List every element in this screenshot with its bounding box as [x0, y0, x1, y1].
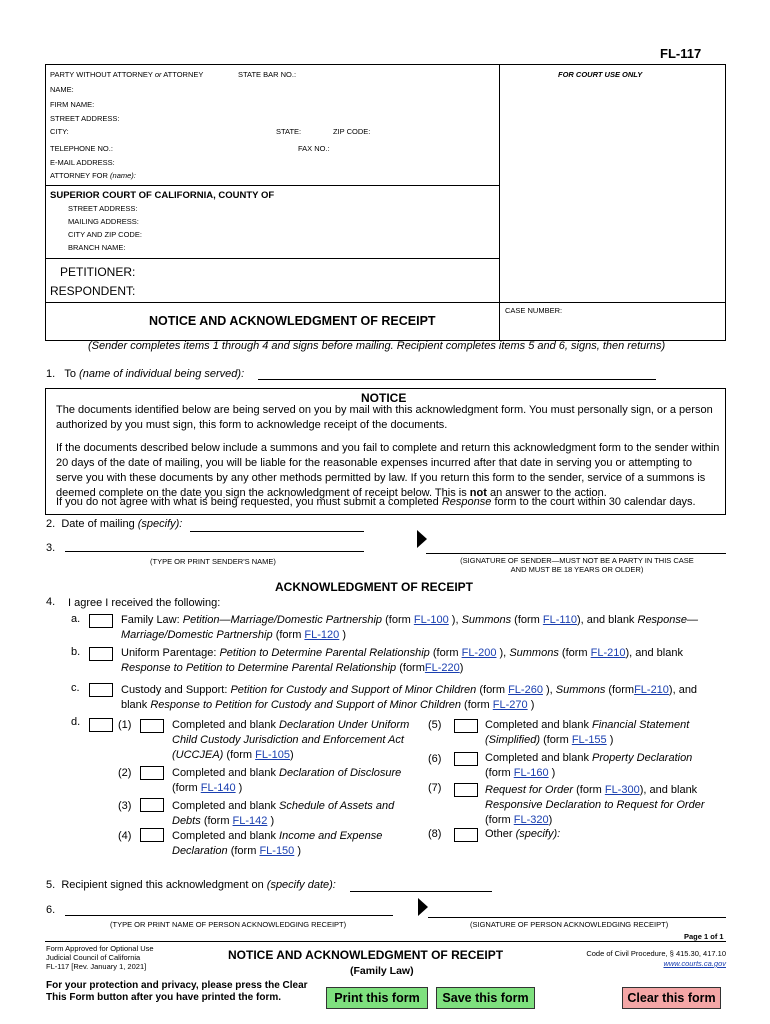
d5-num: (5) — [428, 719, 442, 731]
signature-arrow-icon — [417, 530, 427, 548]
divider-1 — [45, 185, 499, 186]
link-fl-120[interactable]: FL-120 — [304, 629, 340, 641]
link-fl-220[interactable]: FL-220 — [424, 662, 460, 674]
item2-label: 2. Date of mailing (specify): — [46, 518, 183, 530]
name-label[interactable]: NAME: — [50, 85, 74, 94]
item4c-letter: c. — [71, 682, 80, 694]
d8-checkbox[interactable] — [454, 828, 478, 842]
acknowledger-signature-caption: (SIGNATURE OF PERSON ACKNOWLEDGING RECEIPT) — [470, 920, 669, 929]
court-branch[interactable]: BRANCH NAME: — [68, 243, 126, 252]
print-button[interactable]: Print this form — [326, 987, 428, 1009]
item4b-checkbox[interactable] — [89, 647, 113, 661]
link-fl-110[interactable]: FL-110 — [542, 614, 577, 626]
link-fl-155[interactable]: FL-155 — [571, 734, 607, 746]
d6-checkbox[interactable] — [454, 752, 478, 766]
court-use-label: FOR COURT USE ONLY — [558, 70, 643, 79]
state-bar-label: STATE BAR NO.: — [238, 70, 297, 79]
footer-rule — [45, 941, 726, 942]
link-fl-160[interactable]: FL-160 — [513, 767, 549, 779]
clear-button[interactable]: Clear this form — [622, 987, 721, 1009]
state-label[interactable]: STATE: — [276, 127, 302, 136]
item4-label: I agree I received the following: — [68, 597, 221, 609]
notice-paragraph-3: If you do not agree with what is being requested, you must submit a completed Response form to the court within 30 calendar days. — [56, 496, 696, 508]
item4d-letter: d. — [71, 716, 81, 728]
header-box — [45, 64, 726, 341]
court-use-divider — [499, 64, 500, 341]
item4c-checkbox[interactable] — [89, 683, 113, 697]
divider-3 — [45, 302, 726, 303]
d7-checkbox[interactable] — [454, 783, 478, 797]
notice-paragraph-1: The documents identified below are being served on you by mail with this acknowledgment form. You must personally sign, or a person authorized by you must sign, this form to acknowledge receipt of the documents. — [56, 404, 713, 431]
zip-label[interactable]: ZIP CODE: — [333, 127, 371, 136]
link-fl-100[interactable]: FL-100 — [413, 614, 449, 626]
ack-heading: ACKNOWLEDGMENT OF RECEIPT — [275, 580, 473, 594]
court-mailing[interactable]: MAILING ADDRESS: — [68, 217, 139, 226]
page-count: Page 1 of 1 — [684, 932, 724, 941]
d6-num: (6) — [428, 753, 442, 765]
sender-name-field[interactable] — [65, 540, 364, 552]
link-fl-105[interactable]: FL-105 — [255, 749, 290, 761]
respondent-label[interactable]: RESPONDENT: — [50, 284, 136, 298]
footer-subtitle: (Family Law) — [350, 965, 414, 977]
d5-text: Completed and blank Financial Statement (Simplified) (form FL-155 ) — [485, 719, 690, 746]
fax-label[interactable]: FAX NO.: — [298, 144, 330, 153]
recipient-date-field[interactable] — [350, 880, 492, 892]
link-fl-260[interactable]: FL-260 — [508, 684, 543, 696]
d3-text: Completed and blank Schedule of Assets and Debts (form FL-142 ) — [172, 800, 395, 827]
d1-checkbox[interactable] — [140, 719, 164, 733]
d2-checkbox[interactable] — [140, 766, 164, 780]
d2-text: Completed and blank Declaration of Disclosure (form FL-140 ) — [172, 767, 402, 794]
notice-paragraph-2: If the documents described below include a summons and you fail to complete and return this acknowledgment form to the sender within 20 days of the date of mailing, you will be liable for the reasonable expenses incurred after that date in serving you or attempting to serve you with these documents by any other methods permitted by law. If you return this form to the sender, service of a summons is deemed complete on the date you sign the acknowledgment of receipt below. This is not an answer to the action. — [56, 442, 720, 499]
signature-arrow-icon-2 — [418, 898, 428, 916]
courts-url-link[interactable]: www.courts.ca.gov — [663, 959, 726, 968]
item4a-letter: a. — [71, 613, 81, 625]
d1-num: (1) — [118, 719, 132, 731]
d7-text: Request for Order (form FL-300), and blank Responsive Declaration to Request for Order (form FL-320) — [485, 784, 705, 826]
link-fl-210[interactable]: FL-210 — [590, 647, 626, 659]
d6-text: Completed and blank Property Declaration (form FL-160 ) — [485, 752, 693, 779]
item1-label: 1. To (name of individual being served): — [46, 368, 245, 380]
firm-label[interactable]: FIRM NAME: — [50, 100, 95, 109]
sender-signature-caption: (SIGNATURE OF SENDER—MUST NOT BE A PARTY IN THIS CASE AND MUST BE 18 YEARS OR OLDER) — [460, 556, 694, 574]
item3-num: 3. — [46, 542, 56, 554]
approval-text: Form Approved for Optional Use Judicial Council of California FL-117 [Rev. January 1, 2021] — [46, 944, 154, 971]
tel-label[interactable]: TELEPHONE NO.: — [50, 144, 113, 153]
d7-num: (7) — [428, 782, 442, 794]
item4b-text: Uniform Parentage: Petition to Determine Parental Relationship (form FL-200 ), Summons (form FL-210), and blank Response to Petition to Determine Parental Relationship (formFL-220) — [121, 647, 683, 674]
acknowledger-name-field[interactable] — [65, 904, 393, 916]
link-fl-150[interactable]: FL-150 — [259, 845, 295, 857]
d3-checkbox[interactable] — [140, 798, 164, 812]
d8-num: (8) — [428, 828, 442, 840]
item4c-text: Custody and Support: Petition for Custody and Support of Minor Children (form FL-260 ), Summons (formFL-210), and blank Response to Petition for Custody and Support of Minor Children (form FL-270 ) — [121, 684, 698, 711]
d4-checkbox[interactable] — [140, 828, 164, 842]
item4-num: 4. — [46, 596, 56, 608]
link-fl-270[interactable]: FL-270 — [492, 699, 528, 711]
link-fl-140[interactable]: FL-140 — [200, 782, 236, 794]
notice-heading: NOTICE — [361, 391, 407, 405]
d5-checkbox[interactable] — [454, 719, 478, 733]
link-fl-300[interactable]: FL-300 — [604, 784, 640, 796]
item5-label: 5. Recipient signed this acknowledgment on (specify date): — [46, 879, 336, 891]
divider-2 — [45, 258, 499, 259]
link-fl-320[interactable]: FL-320 — [513, 814, 549, 826]
acknowledger-name-caption: (TYPE OR PRINT NAME OF PERSON ACKNOWLEDGING RECEIPT) — [110, 920, 347, 929]
item4a-text: Family Law: Petition—Marriage/Domestic Partnership (form FL-100 ), Summons (form FL-110), and blank Response— Marriage/Domestic Partnership (form FL-120 ) — [121, 614, 699, 641]
save-button[interactable]: Save this form — [436, 987, 535, 1009]
court-city-zip[interactable]: CITY AND ZIP CODE: — [68, 230, 142, 239]
footer-title: NOTICE AND ACKNOWLEDGMENT OF RECEIPT — [228, 948, 504, 962]
email-label[interactable]: E-MAIL ADDRESS: — [50, 158, 115, 167]
street-label[interactable]: STREET ADDRESS: — [50, 114, 120, 123]
court-title: SUPERIOR COURT OF CALIFORNIA, COUNTY OF — [50, 190, 275, 201]
item6-num: 6. — [46, 904, 56, 916]
mailing-date-field[interactable] — [190, 520, 364, 532]
link-fl-142[interactable]: FL-142 — [232, 815, 268, 827]
item4a-checkbox[interactable] — [89, 614, 113, 628]
instructions: (Sender completes items 1 through 4 and signs before mailing. Recipient completes items 5 and 6, signs, then returns) — [88, 340, 666, 352]
d1-text: Completed and blank Declaration Under Uniform Child Custody Jurisdiction and Enforcement Act (UCCJEA) (form FL-105) — [172, 719, 410, 761]
d3-num: (3) — [118, 800, 132, 812]
sender-signature-line[interactable] — [426, 553, 726, 554]
sender-name-caption: (TYPE OR PRINT SENDER'S NAME) — [150, 557, 276, 566]
d4-text: Completed and blank Income and Expense Declaration (form FL-150 ) — [172, 830, 383, 857]
code-citation: Code of Civil Procedure, § 415.30, 417.10 — [586, 949, 726, 958]
privacy-notice: For your protection and privacy, please press the Clear This Form button after you have printed the form. — [46, 980, 308, 1003]
recipient-name-field[interactable] — [258, 368, 656, 380]
petitioner-label[interactable]: PETITIONER: — [60, 265, 136, 279]
attorney-for-label[interactable]: ATTORNEY FOR (name): — [50, 171, 136, 180]
link-fl-210-c[interactable]: FL-210 — [634, 684, 669, 696]
link-fl-200[interactable]: FL-200 — [461, 647, 497, 659]
d2-num: (2) — [118, 767, 132, 779]
item4d-checkbox[interactable] — [89, 718, 113, 732]
form-id: FL-117 — [660, 46, 702, 61]
page-title: NOTICE AND ACKNOWLEDGMENT OF RECEIPT — [149, 314, 436, 328]
court-street[interactable]: STREET ADDRESS: — [68, 204, 138, 213]
case-number-label[interactable]: CASE NUMBER: — [505, 306, 563, 315]
d4-num: (4) — [118, 830, 132, 842]
acknowledger-signature-line[interactable] — [428, 917, 726, 918]
party-label: PARTY WITHOUT ATTORNEY or ATTORNEY — [50, 70, 204, 79]
d8-text: Other (specify): — [485, 828, 561, 840]
city-label[interactable]: CITY: — [50, 127, 69, 136]
item4b-letter: b. — [71, 646, 81, 658]
